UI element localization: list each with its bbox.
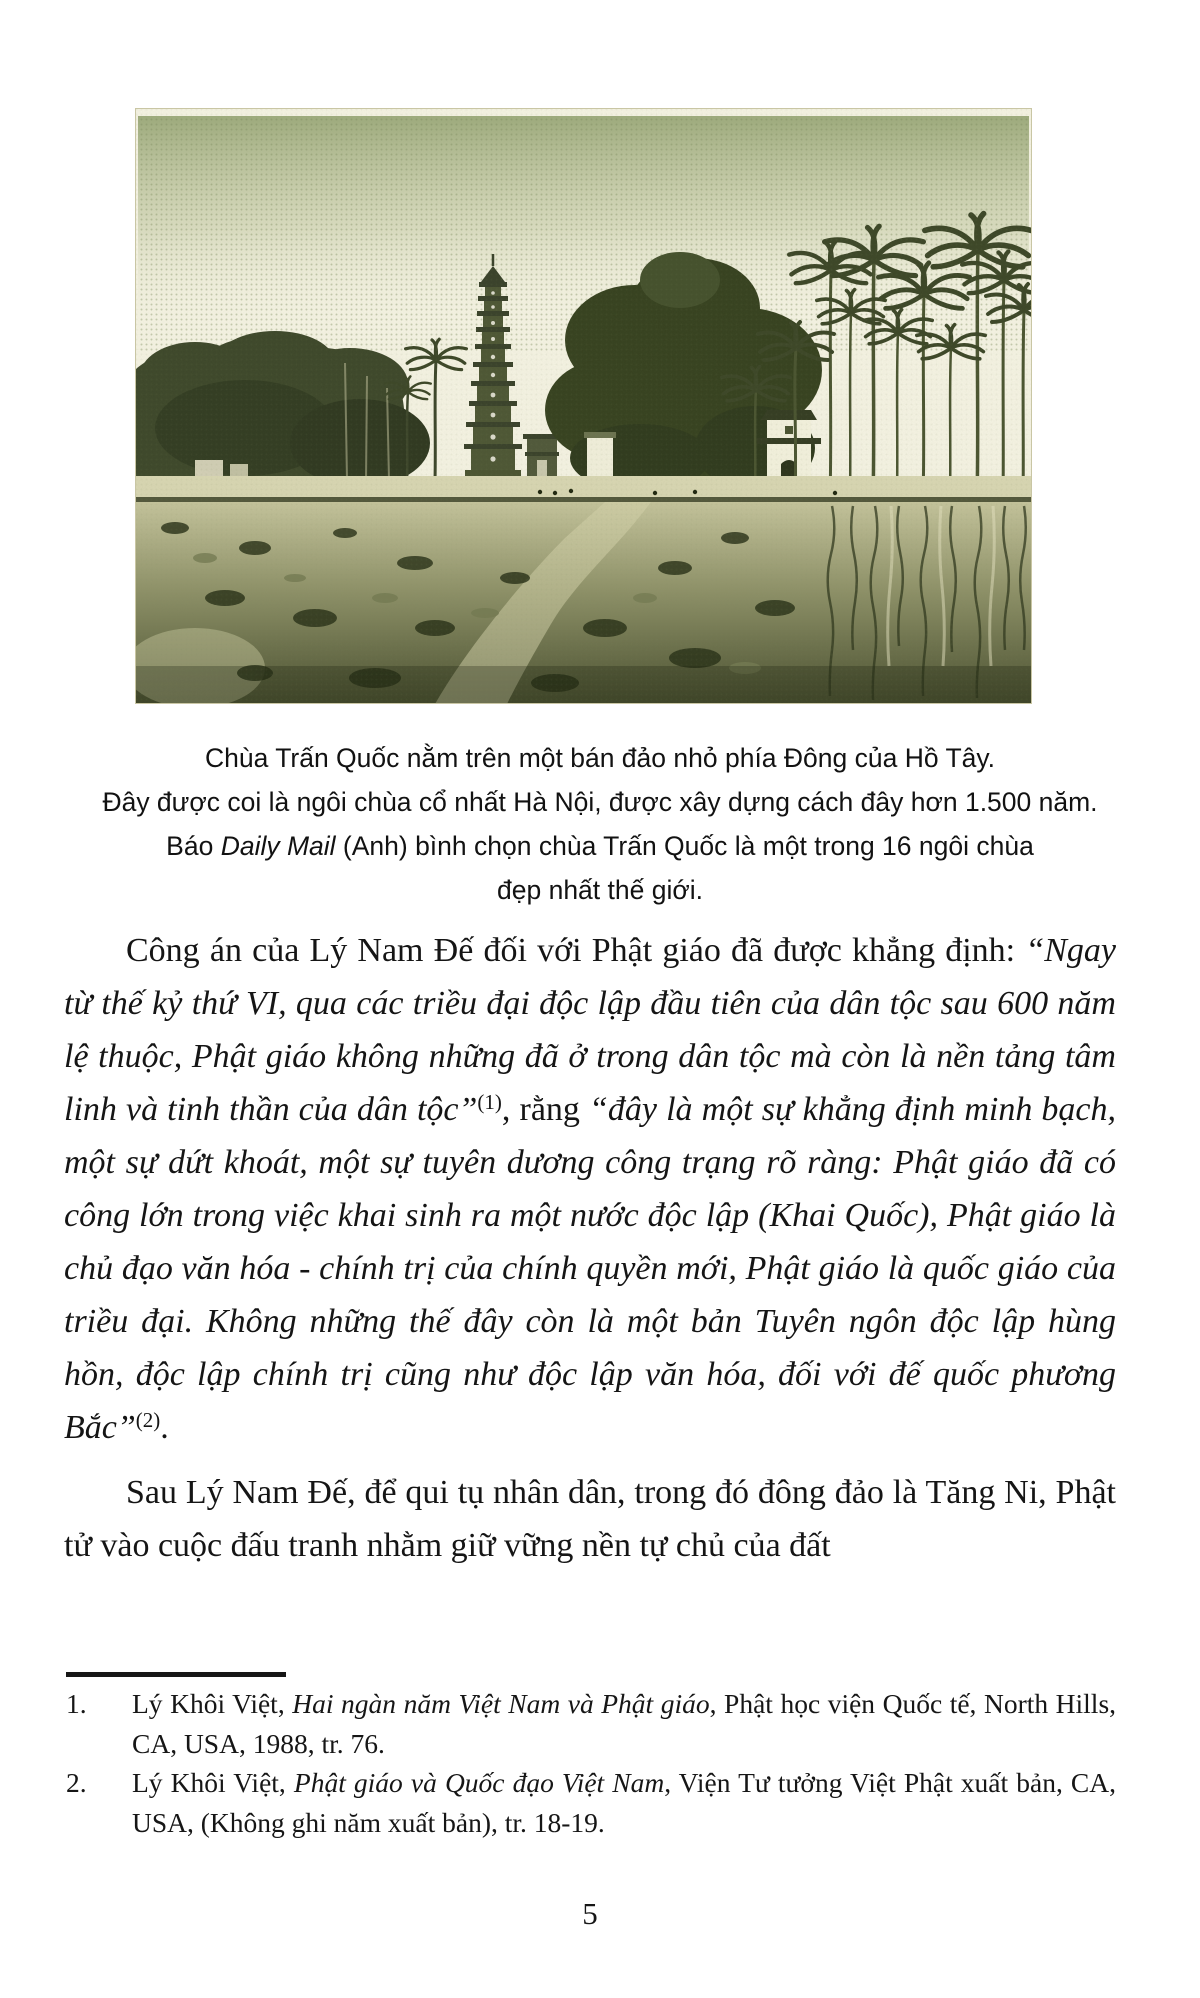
caption-line3-pre: Báo [166, 831, 221, 861]
body-text [64, 924, 1116, 1572]
caption-line3-post: (Anh) bình chọn chùa Trấn Quốc là một trong 16 ngôi chùa [335, 831, 1034, 861]
photo-caption [60, 736, 1140, 912]
caption-line-2: Đây được coi là ngôi chùa cổ nhất Hà Nội, được xây dựng cách đây hơn 1.500 năm. [102, 787, 1098, 817]
caption-daily-mail: Daily Mail [220, 831, 336, 861]
footnote-2-text [132, 1763, 1116, 1842]
caption-line-1: Chùa Trấn Quốc nằm trên một bán đảo nhỏ phía Đông của Hồ Tây. [204, 743, 996, 773]
footnote-ref-2: (2) [135, 1408, 161, 1432]
footnote-1-author: Lý Khôi Việt, [132, 1688, 293, 1719]
footnote-2-book-title: Phật giáo và Quốc đạo Việt Nam [293, 1767, 665, 1798]
footnote-2-number: 2. [66, 1767, 87, 1798]
footnote-1-number: 1. [66, 1688, 87, 1719]
photo-illustration [135, 108, 1032, 704]
footnotes [66, 1684, 1116, 1842]
p1-roman-2: , rằng [501, 1091, 590, 1128]
caption-line-3 [60, 824, 1140, 868]
footnote-1-book-title: Hai ngàn năm Việt Nam và Phật giáo [292, 1688, 710, 1719]
body-paragraph-1 [64, 924, 1116, 1454]
body-paragraph-2: Sau Lý Nam Đế, để qui tụ nhân dân, trong đó đông đảo là Tăng Ni, Phật tử vào cuộc đấu tranh nhằm giữ vững nền tự chủ của đất [64, 1474, 1116, 1564]
p1-roman-3: . [160, 1409, 169, 1446]
footnote-divider [66, 1672, 286, 1677]
footnote-1 [66, 1684, 1116, 1763]
p1-quote-2: “đây là một sự khẳng định minh bạch, một sự dứt khoát, một sự tuyên dương công trạng rõ ràng: Phật giáo đã có công lớn trong việc khai sinh ra một nước độc lập (Khai Quốc), Phật giáo là chủ đạo văn hóa - chính trị của chính quyền mới, Phật giáo là quốc giáo của triều đại. Không những thế đây còn là một bản Tuyên ngôn độc lập hùng hồn, độc lập chính trị cũng như độc lập văn hóa, đối với đế quốc phương Bắc” [64, 1091, 1116, 1446]
page-number: 5 [582, 1896, 598, 1931]
footnote-2-author: Lý Khôi Việt, [132, 1767, 294, 1798]
caption-line-4: đẹp nhất thế giới. [497, 875, 703, 905]
tran-quoc-pagoda-photo [135, 108, 1032, 704]
footnote-1-publisher: , Phật học viện Quốc tế, North Hills, CA, USA, 1988, tr. 76. [132, 1688, 1117, 1759]
p1-quote-1: “Ngay từ thế kỷ thứ VI, qua các triều đại độc lập đầu tiên của dân tộc sau 600 năm lệ thuộc, Phật giáo không những đã ở trong dân tộc mà còn là nền tảng tâm linh và tinh thần của dân tộc” [64, 932, 1116, 1128]
footnote-2 [66, 1763, 1116, 1842]
p1-roman-1: Công án của Lý Nam Đế đối với Phật giáo đã được khẳng định: [126, 932, 1026, 969]
footnote-1-text [132, 1684, 1116, 1763]
footnote-ref-1: (1) [477, 1090, 502, 1114]
footnote-2-publisher: , Viện Tư tưởng Việt Phật xuất bản, CA, USA, (Không ghi năm xuất bản), tr. 18-19. [132, 1767, 1116, 1838]
